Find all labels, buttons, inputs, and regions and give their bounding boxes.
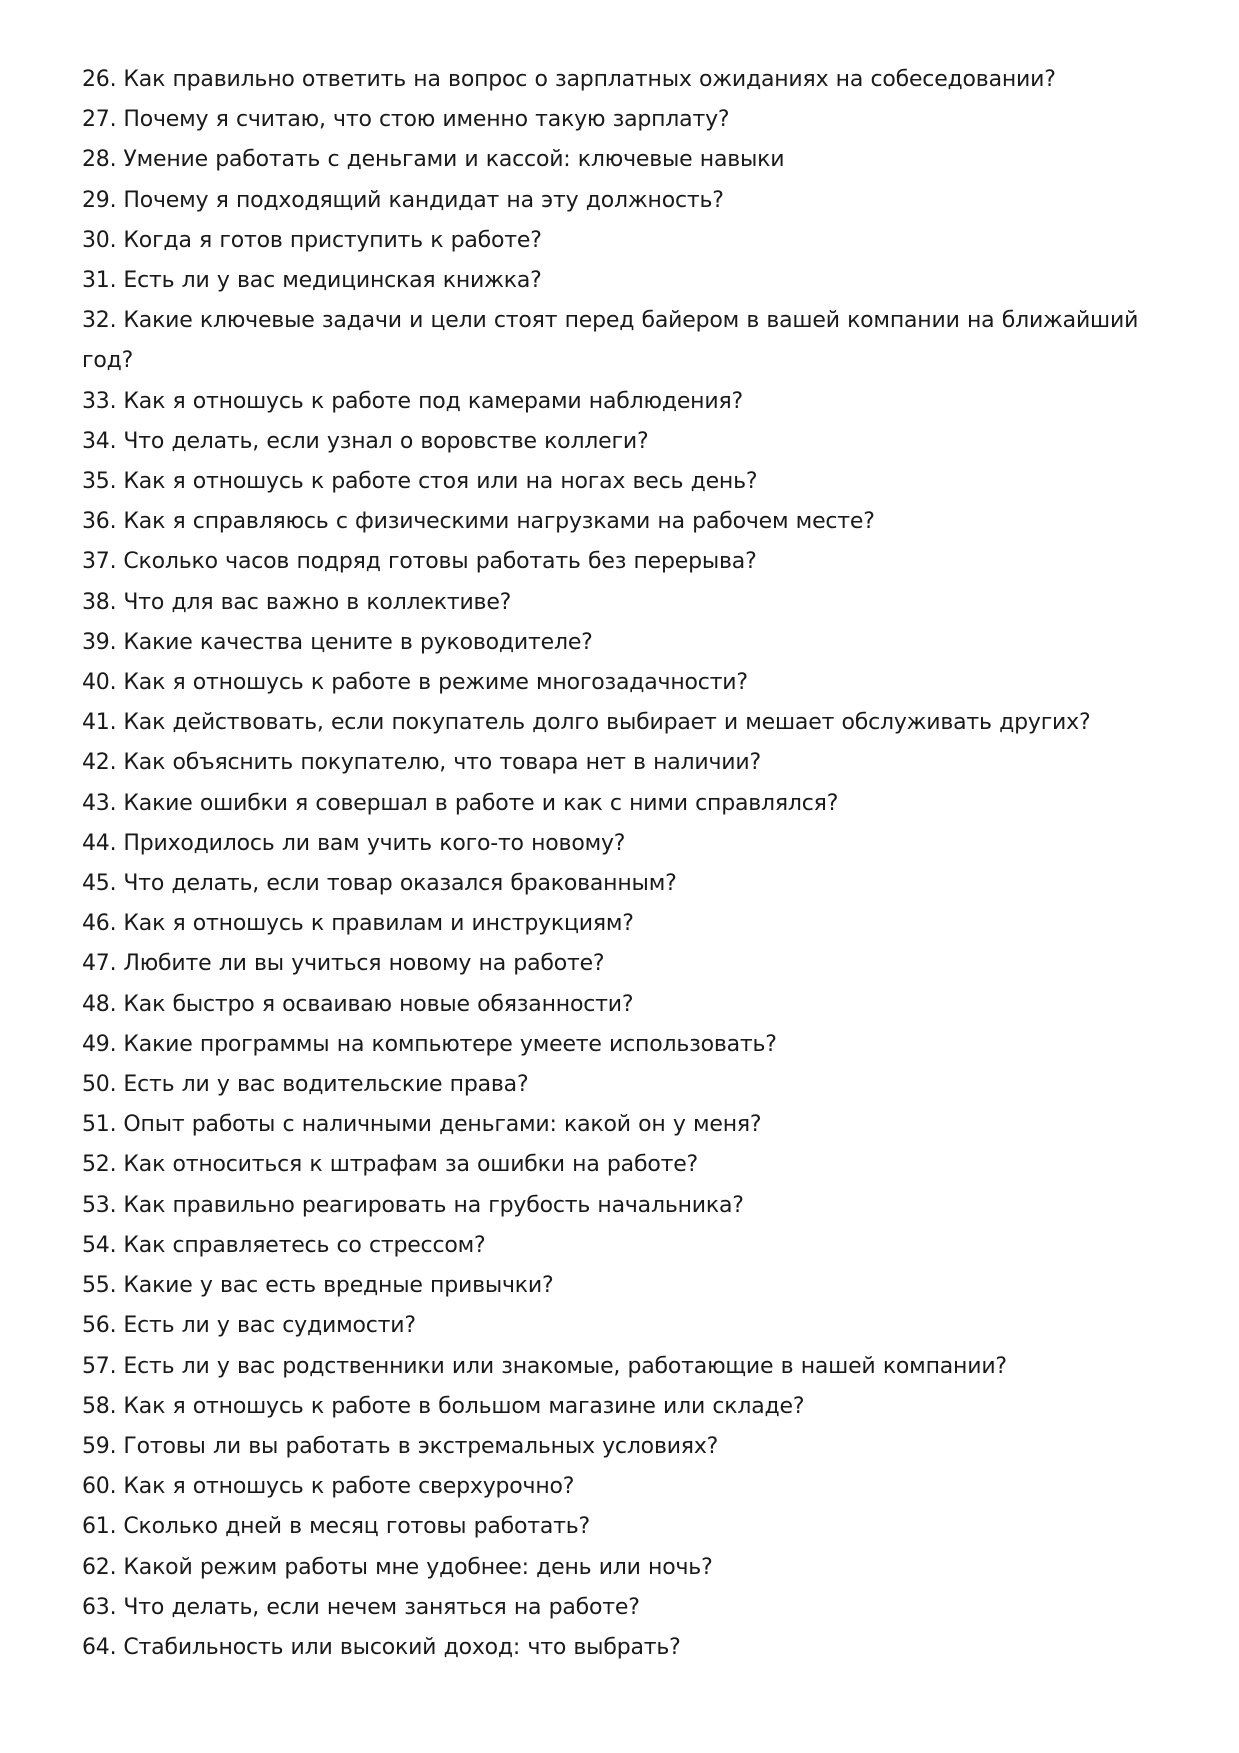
- question-item: [82, 221, 1162, 261]
- question-text: Как относиться к штрафам за ошибки на работе?: [123, 1152, 699, 1178]
- question-number: 33.: [82, 388, 117, 414]
- question-text: Умение работать с деньгами и кассой: ключевые навыки: [123, 147, 785, 173]
- question-number: 31.: [82, 268, 117, 294]
- question-number: 52.: [82, 1152, 117, 1178]
- question-item: [82, 1387, 1162, 1427]
- question-item: [82, 261, 1162, 301]
- question-item: [82, 1507, 1162, 1547]
- question-item: [82, 181, 1162, 221]
- question-item: [82, 1025, 1162, 1065]
- question-number: 28.: [82, 147, 117, 173]
- question-item: [82, 1266, 1162, 1306]
- question-number: 34.: [82, 428, 117, 454]
- question-text: Что делать, если товар оказался бракованным?: [123, 871, 677, 897]
- question-number: 40.: [82, 670, 117, 696]
- question-item: [82, 944, 1162, 984]
- question-text: Почему я подходящий кандидат на эту должность?: [123, 187, 724, 213]
- document-page: [82, 60, 1162, 1668]
- question-item: [82, 1427, 1162, 1467]
- question-item: [82, 1548, 1162, 1588]
- question-text: Что для вас важно в коллективе?: [123, 589, 512, 615]
- question-text: Что делать, если узнал о воровстве коллеги?: [123, 428, 649, 454]
- question-item: [82, 60, 1162, 100]
- question-number: 60.: [82, 1474, 117, 1500]
- question-number: 37.: [82, 549, 117, 575]
- question-item: [82, 1226, 1162, 1266]
- question-item: [82, 502, 1162, 542]
- question-text: Как я справляюсь с физическими нагрузками на рабочем месте?: [123, 509, 875, 535]
- question-item: [82, 985, 1162, 1025]
- question-number: 45.: [82, 871, 117, 897]
- question-number: 39.: [82, 629, 117, 655]
- question-text: Как я отношусь к работе в режиме многозадачности?: [123, 670, 748, 696]
- question-number: 54.: [82, 1232, 117, 1258]
- question-number: 27.: [82, 107, 117, 133]
- question-item: [82, 1588, 1162, 1628]
- question-number: 55.: [82, 1273, 117, 1299]
- question-text: Есть ли у вас водительские права?: [123, 1072, 529, 1098]
- question-number: 29.: [82, 187, 117, 213]
- question-number: 53.: [82, 1192, 117, 1218]
- question-number: 63.: [82, 1594, 117, 1620]
- question-item: [82, 1628, 1162, 1668]
- question-number: 38.: [82, 589, 117, 615]
- question-item: [82, 1145, 1162, 1185]
- question-text: Готовы ли вы работать в экстремальных условиях?: [123, 1433, 719, 1459]
- question-text: Есть ли у вас медицинская книжка?: [123, 268, 542, 294]
- question-item: [82, 100, 1162, 140]
- question-text: Как я отношусь к работе сверхурочно?: [123, 1474, 575, 1500]
- question-item: [82, 382, 1162, 422]
- question-number: 26.: [82, 67, 117, 92]
- question-number: 62.: [82, 1554, 117, 1580]
- question-number: 49.: [82, 1031, 117, 1057]
- question-number: 59.: [82, 1433, 117, 1459]
- question-number: 64.: [82, 1634, 117, 1660]
- question-text: Как я отношусь к работе под камерами наблюдения?: [123, 388, 743, 414]
- question-text: Как справляетесь со стрессом?: [123, 1232, 486, 1258]
- question-item: [82, 1065, 1162, 1105]
- question-number: 30.: [82, 227, 117, 253]
- question-number: 44.: [82, 830, 117, 856]
- question-text: Какие ошибки я совершал в работе и как с ними справлялся?: [123, 790, 839, 816]
- question-item: [82, 140, 1162, 180]
- question-item: [82, 864, 1162, 904]
- question-text: Любите ли вы учиться новому на работе?: [123, 951, 605, 977]
- question-text: Стабильность или высокий доход: что выбрать?: [123, 1634, 681, 1660]
- question-number: 51.: [82, 1112, 117, 1138]
- question-item: [82, 663, 1162, 703]
- question-item: [82, 583, 1162, 623]
- question-item: [82, 1306, 1162, 1346]
- question-item: [82, 824, 1162, 864]
- question-item: [82, 422, 1162, 462]
- question-text: Сколько дней в месяц готовы работать?: [123, 1514, 591, 1540]
- question-number: 58.: [82, 1393, 117, 1419]
- question-text: Как объяснить покупателю, что товара нет в наличии?: [123, 750, 761, 776]
- question-text: Приходилось ли вам учить кого-то новому?: [123, 830, 626, 856]
- question-number: 48.: [82, 991, 117, 1017]
- question-text: Как я отношусь к правилам и инструкциям?: [123, 911, 634, 937]
- question-number: 56.: [82, 1313, 117, 1339]
- question-text: Есть ли у вас родственники или знакомые, работающие в нашей компании?: [123, 1353, 1007, 1379]
- question-number: 35.: [82, 469, 117, 495]
- question-item: [82, 1347, 1162, 1387]
- question-number: 61.: [82, 1514, 117, 1540]
- question-text: Как действовать, если покупатель долго выбирает и мешает обслуживать других?: [123, 710, 1091, 736]
- question-list: [82, 60, 1162, 1668]
- question-text: Когда я готов приступить к работе?: [123, 227, 542, 253]
- question-item: [82, 1105, 1162, 1145]
- question-text: Как правильно реагировать на грубость начальника?: [123, 1192, 744, 1218]
- question-item: [82, 301, 1162, 381]
- question-item: [82, 542, 1162, 582]
- question-item: [82, 784, 1162, 824]
- question-text: Есть ли у вас судимости?: [123, 1313, 416, 1339]
- question-text: Как я отношусь к работе стоя или на ногах весь день?: [123, 469, 758, 495]
- question-text: Как правильно ответить на вопрос о зарплатных ожиданиях на собеседовании?: [123, 67, 1056, 92]
- question-text: Какие ключевые задачи и цели стоят перед байером в вашей компании на ближайший год?: [82, 308, 1139, 374]
- question-item: [82, 623, 1162, 663]
- question-text: Какие у вас есть вредные привычки?: [123, 1273, 554, 1299]
- question-text: Опыт работы с наличными деньгами: какой он у меня?: [123, 1112, 762, 1138]
- question-item: [82, 743, 1162, 783]
- question-text: Что делать, если нечем заняться на работе?: [123, 1594, 640, 1620]
- question-text: Какие качества цените в руководителе?: [123, 629, 593, 655]
- question-number: 42.: [82, 750, 117, 776]
- question-text: Почему я считаю, что стою именно такую зарплату?: [123, 107, 730, 133]
- question-number: 57.: [82, 1353, 117, 1379]
- question-number: 43.: [82, 790, 117, 816]
- question-item: [82, 904, 1162, 944]
- question-number: 32.: [82, 308, 117, 334]
- question-item: [82, 703, 1162, 743]
- question-text: Какие программы на компьютере умеете использовать?: [123, 1031, 777, 1057]
- question-item: [82, 1186, 1162, 1226]
- question-number: 46.: [82, 911, 117, 937]
- question-text: Как быстро я осваиваю новые обязанности?: [123, 991, 634, 1017]
- question-number: 50.: [82, 1072, 117, 1098]
- question-item: [82, 462, 1162, 502]
- question-item: [82, 1467, 1162, 1507]
- question-text: Как я отношусь к работе в большом магазине или складе?: [123, 1393, 805, 1419]
- question-text: Какой режим работы мне удобнее: день или ночь?: [123, 1554, 713, 1580]
- question-number: 41.: [82, 710, 117, 736]
- question-number: 36.: [82, 509, 117, 535]
- question-text: Сколько часов подряд готовы работать без перерыва?: [123, 549, 757, 575]
- question-number: 47.: [82, 951, 117, 977]
